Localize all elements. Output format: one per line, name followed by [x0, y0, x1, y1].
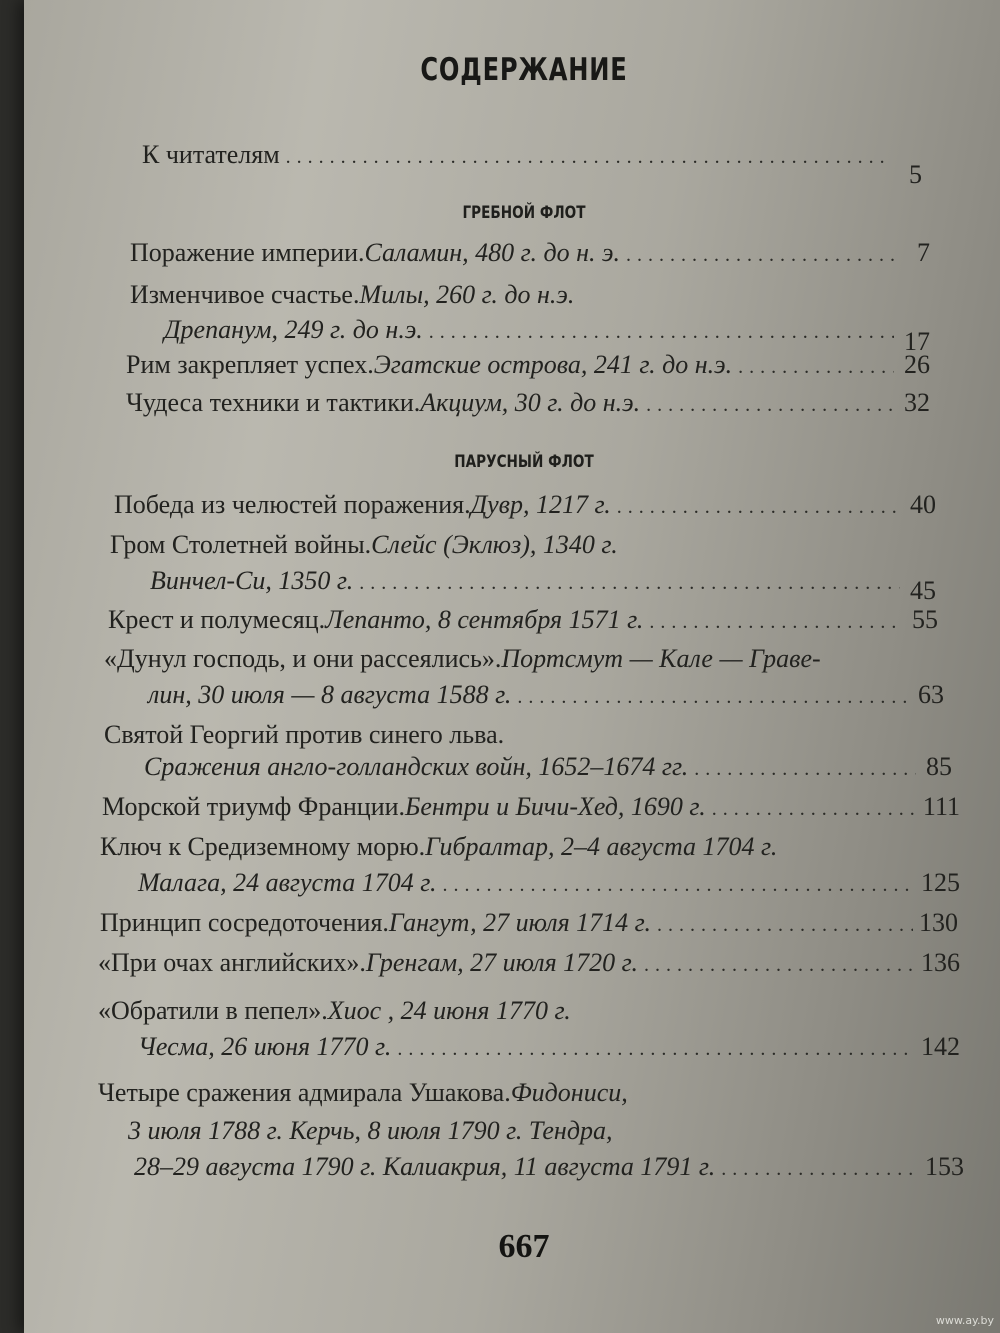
toc-entry [144, 752, 952, 782]
toc-entry [98, 1078, 960, 1108]
entry-page: 85 [926, 752, 952, 781]
leader-dots [738, 356, 894, 379]
toc-entry [138, 1032, 960, 1062]
entry-battle: Гренгам, 27 июля 1720 г. [365, 948, 638, 977]
entry-title: Принцип сосредоточения. [100, 908, 389, 937]
entry-page: 142 [921, 1032, 960, 1061]
leader-dots [617, 496, 900, 519]
entry-battle: Саламин, 480 г. до н. э. [364, 238, 620, 267]
watermark: www.ay.by [935, 1314, 994, 1327]
toc-entry [134, 1152, 964, 1182]
entry-battle: Слейс (Эклюз), 1340 г. [371, 530, 618, 559]
entry-title: «Дунул господь, и они рассеялись». [104, 644, 502, 673]
leader-dots [286, 146, 886, 169]
entry-title: «При очах английских». [98, 948, 366, 977]
toc-entry [100, 832, 960, 862]
entry-page: 26 [904, 350, 930, 379]
leader-dots [694, 758, 916, 781]
toc-entry [130, 280, 930, 310]
entry-page: 125 [921, 868, 960, 897]
entry-title: Чудеса техники и тактики. [126, 388, 421, 417]
toc-entry [126, 350, 930, 380]
entry-page: 153 [925, 1152, 964, 1181]
toc-entry [102, 792, 960, 822]
entry-title: Гром Столетней войны. [110, 530, 372, 559]
entry-battle: Лепанто, 8 сентября 1571 г. [325, 605, 644, 634]
entry-page: 7 [917, 238, 930, 267]
entry-battle: Гангут, 27 июля 1714 г. [388, 908, 651, 937]
leader-dots [626, 244, 894, 267]
entry-battle: Фидониси, [510, 1078, 628, 1107]
entry-title: Морской триумф Франции. [102, 792, 406, 821]
page-title: СОДЕРЖАНИЕ [420, 52, 628, 88]
toc-entry [98, 948, 960, 978]
leader-dots [429, 321, 894, 344]
entry-battle: 28–29 августа 1790 г. Калиакрия, 11 августа 1791 г. [134, 1152, 716, 1181]
leader-dots [397, 1038, 915, 1061]
toc-entry [148, 680, 944, 710]
leader-dots [644, 954, 915, 977]
leader-dots [443, 874, 916, 897]
entry-title: Ключ к Средиземному морю. [100, 832, 426, 861]
entry-title: Поражение империи. [130, 238, 365, 267]
leader-dots [517, 686, 908, 709]
page-number: 667 [498, 1228, 550, 1265]
entry-title: «Обратили в пепел». [98, 996, 328, 1025]
entry-battle: Хиос , 24 июня 1770 г. [327, 996, 571, 1025]
toc-entry [98, 996, 960, 1026]
entry-page: 136 [921, 948, 960, 977]
entry-page: 130 [919, 908, 958, 937]
entry-page: 45 [910, 576, 936, 605]
leader-dots [721, 1158, 919, 1181]
leader-dots [657, 914, 913, 937]
entry-battle: Портсмут — Кале — Граве- [501, 644, 821, 673]
entry-battle: Чесма, 26 июня 1770 г. [138, 1032, 392, 1061]
entry-battle: Дрепанум, 249 г. до н.э. [164, 315, 423, 344]
entry-battle: Сражения англо-голландских войн, 1652–1674 гг. [144, 752, 689, 781]
entry-title: Святой Георгий против синего льва. [104, 720, 505, 749]
entry-battle: Гибралтар, 2–4 августа 1704 г. [425, 832, 778, 861]
entry-battle: Дувр, 1217 г. [470, 490, 611, 519]
entry-page: 17 [904, 327, 930, 356]
entry-title: Крест и полумесяц. [108, 605, 326, 634]
toc-entry [128, 1116, 960, 1146]
toc-entry [114, 490, 936, 520]
toc-entry [126, 388, 930, 418]
toc-intro-text: К читателям [142, 140, 280, 169]
book-page [24, 0, 1000, 1333]
leader-dots [359, 572, 900, 595]
leader-dots [712, 798, 917, 821]
section-heading-sailing: ПАРУСНЫЙ ФЛОТ [454, 452, 594, 472]
entry-page: 32 [904, 388, 930, 417]
section-heading-rowing: ГРЕБНОЙ ФЛОТ [462, 203, 586, 223]
toc-entry [104, 720, 944, 750]
entry-title: Изменчивое счастье. [130, 280, 360, 309]
entry-title: Четыре сражения адмирала Ушакова. [98, 1078, 511, 1107]
toc-entry [108, 605, 938, 635]
toc-entry [104, 644, 944, 674]
entry-title: Победа из челюстей поражения. [114, 490, 471, 519]
toc-entry [164, 315, 930, 356]
toc-entry [130, 238, 930, 268]
toc-entry [110, 530, 936, 560]
leader-dots [646, 394, 894, 417]
entry-title: Рим закрепляет успех. [126, 350, 374, 379]
entry-battle: Милы, 260 г. до н.э. [359, 280, 575, 309]
toc-entry [138, 868, 960, 898]
entry-battle: Эгатские острова, 241 г. до н.э. [373, 350, 733, 379]
toc-intro [142, 140, 922, 189]
entry-page: 111 [922, 792, 960, 821]
toc-intro-page: 5 [909, 160, 922, 189]
entry-battle: 3 июля 1788 г. Керчь, 8 июля 1790 г. Тендра, [128, 1116, 613, 1145]
entry-page: 55 [912, 605, 938, 634]
entry-battle: лин, 30 июля — 8 августа 1588 г. [148, 680, 512, 709]
entry-battle: Акциум, 30 г. до н.э. [420, 388, 641, 417]
entry-battle: Винчел-Си, 1350 г. [150, 566, 354, 595]
entry-battle: Бентри и Бичи-Хед, 1690 г. [405, 792, 706, 821]
entry-page: 40 [910, 490, 936, 519]
toc-entry [150, 566, 936, 605]
leader-dots [649, 611, 902, 634]
entry-battle: Малага, 24 августа 1704 г. [138, 868, 437, 897]
toc-entry [100, 908, 958, 938]
entry-page: 63 [918, 680, 944, 709]
